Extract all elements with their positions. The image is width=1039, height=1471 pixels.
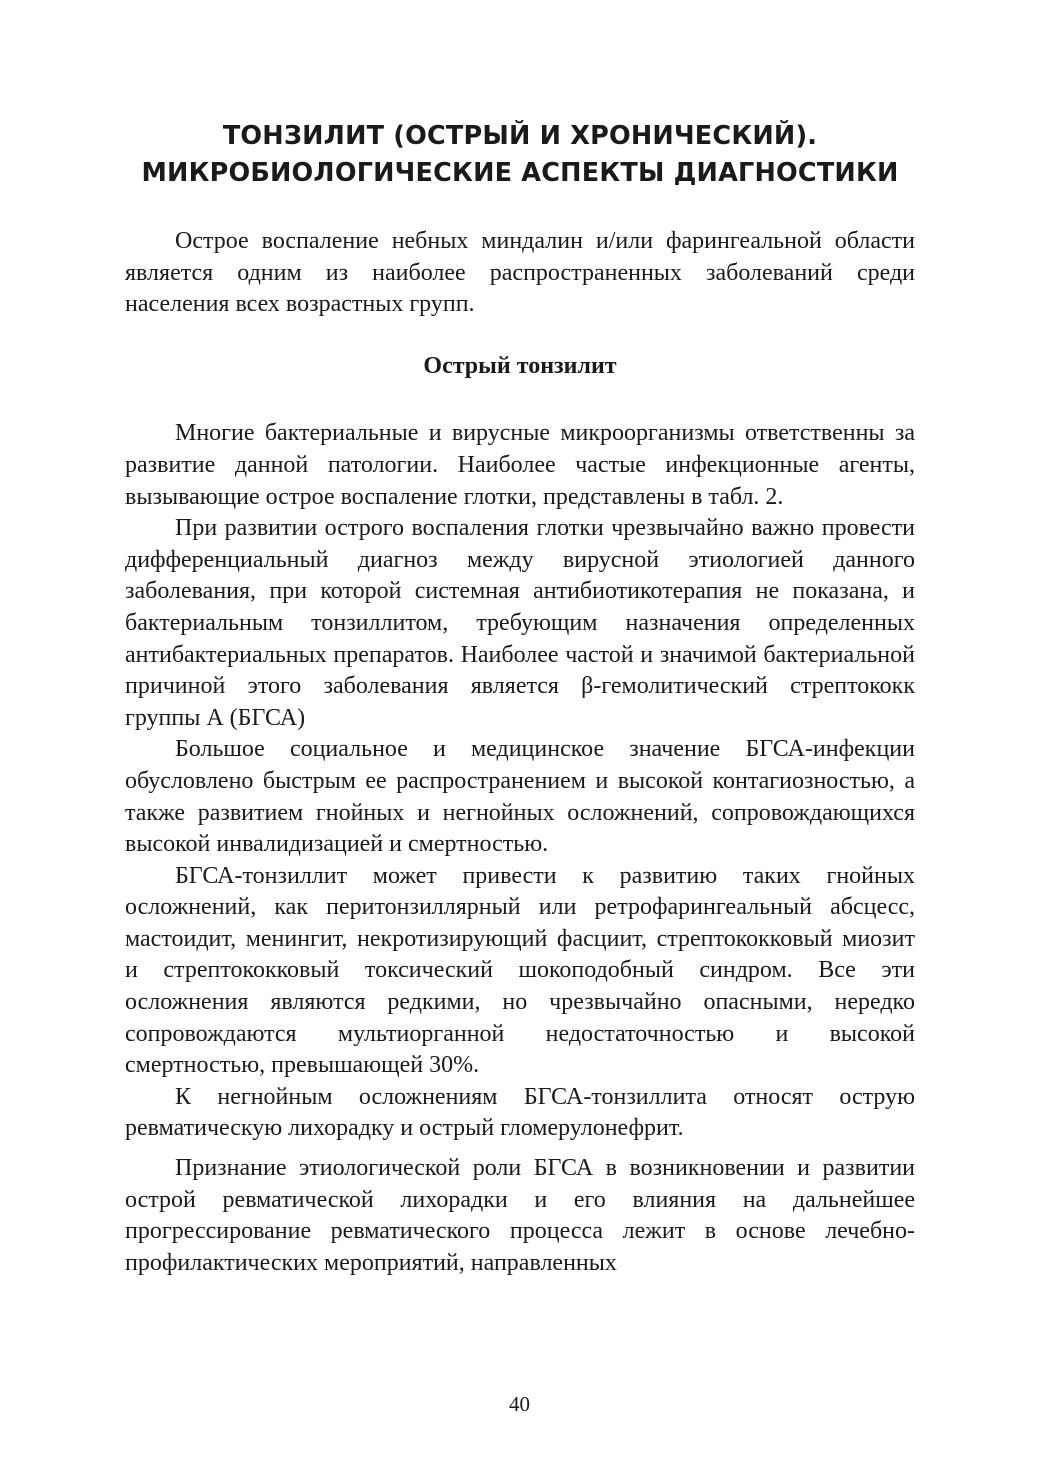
chapter-title-line-2: МИКРОБИОЛОГИЧЕСКИЕ АСПЕКТЫ ДИАГНОСТИКИ <box>141 158 899 188</box>
section-heading: Острый тонзилит <box>423 352 617 379</box>
page-number: 40 <box>509 1392 530 1416</box>
paragraph-2: При развитии острого воспаления глотки чрезвычайно важно провести дифференциальный диагноз между вирусной этиологией данного заболевания, при которой системная антибиотикотерапия не показана, и бактериальным тонзиллитом, требующим назначения определенных антибактериальных препаратов. Наиболее частой и значимой бактериальной причиной этого заболевания является β-гемолитический стрептококк группы А (БГСА) <box>125 515 915 731</box>
paragraph-5: К негнойным осложнениям БГСА-тонзиллита относят острую ревматическую лихорадку и острый гломерулонефрит. <box>125 1083 915 1142</box>
paragraph-1: Многие бактериальные и вирусные микроорганизмы ответственны за развитие данной патологии. Наиболее частые инфекционные агенты, вызывающие острое воспаление глотки, представлены в табл. 2. <box>125 420 915 510</box>
intro-paragraph: Острое воспаление небных миндалин и/или фарингеальной области является одним из наиболее распространенных заболеваний среди населения всех возрастных групп. <box>125 228 915 318</box>
chapter-title-line-1: ТОНЗИЛИТ (ОСТРЫЙ И ХРОНИЧЕСКИЙ). <box>222 121 818 151</box>
paragraph-6: Признание этиологической роли БГСА в возникновении и развитии острой ревматической лихорадки и его влияния на дальнейшее прогрессирование ревматического процесса лежит в основе лечебно-профилактических мероприятий, направленных <box>125 1155 915 1276</box>
paragraph-3: Большое социальное и медицинское значение БГСА-инфекции обусловлено быстрым ее распространением и высокой контагиозностью, а также развитием гнойных и негнойных осложнений, сопровождающихся высокой инвалидизацией и смертностью. <box>125 736 915 858</box>
chapter-title <box>125 118 915 192</box>
page-content <box>125 118 915 1279</box>
paragraph-4: БГСА-тонзиллит может привести к развитию таких гнойных осложнений, как перитонзиллярный или ретрофарингеальный абсцесс, мастоидит, менингит, некротизирующий фасциит, стрептококковый миозит и стрептококковый токсический шокоподобный синдром. Все эти осложнения являются редкими, но чрезвычайно опасными, нередко сопровождаются мультиорганной недостаточностью и высокой смертностью, превышающей 30%. <box>125 862 915 1079</box>
